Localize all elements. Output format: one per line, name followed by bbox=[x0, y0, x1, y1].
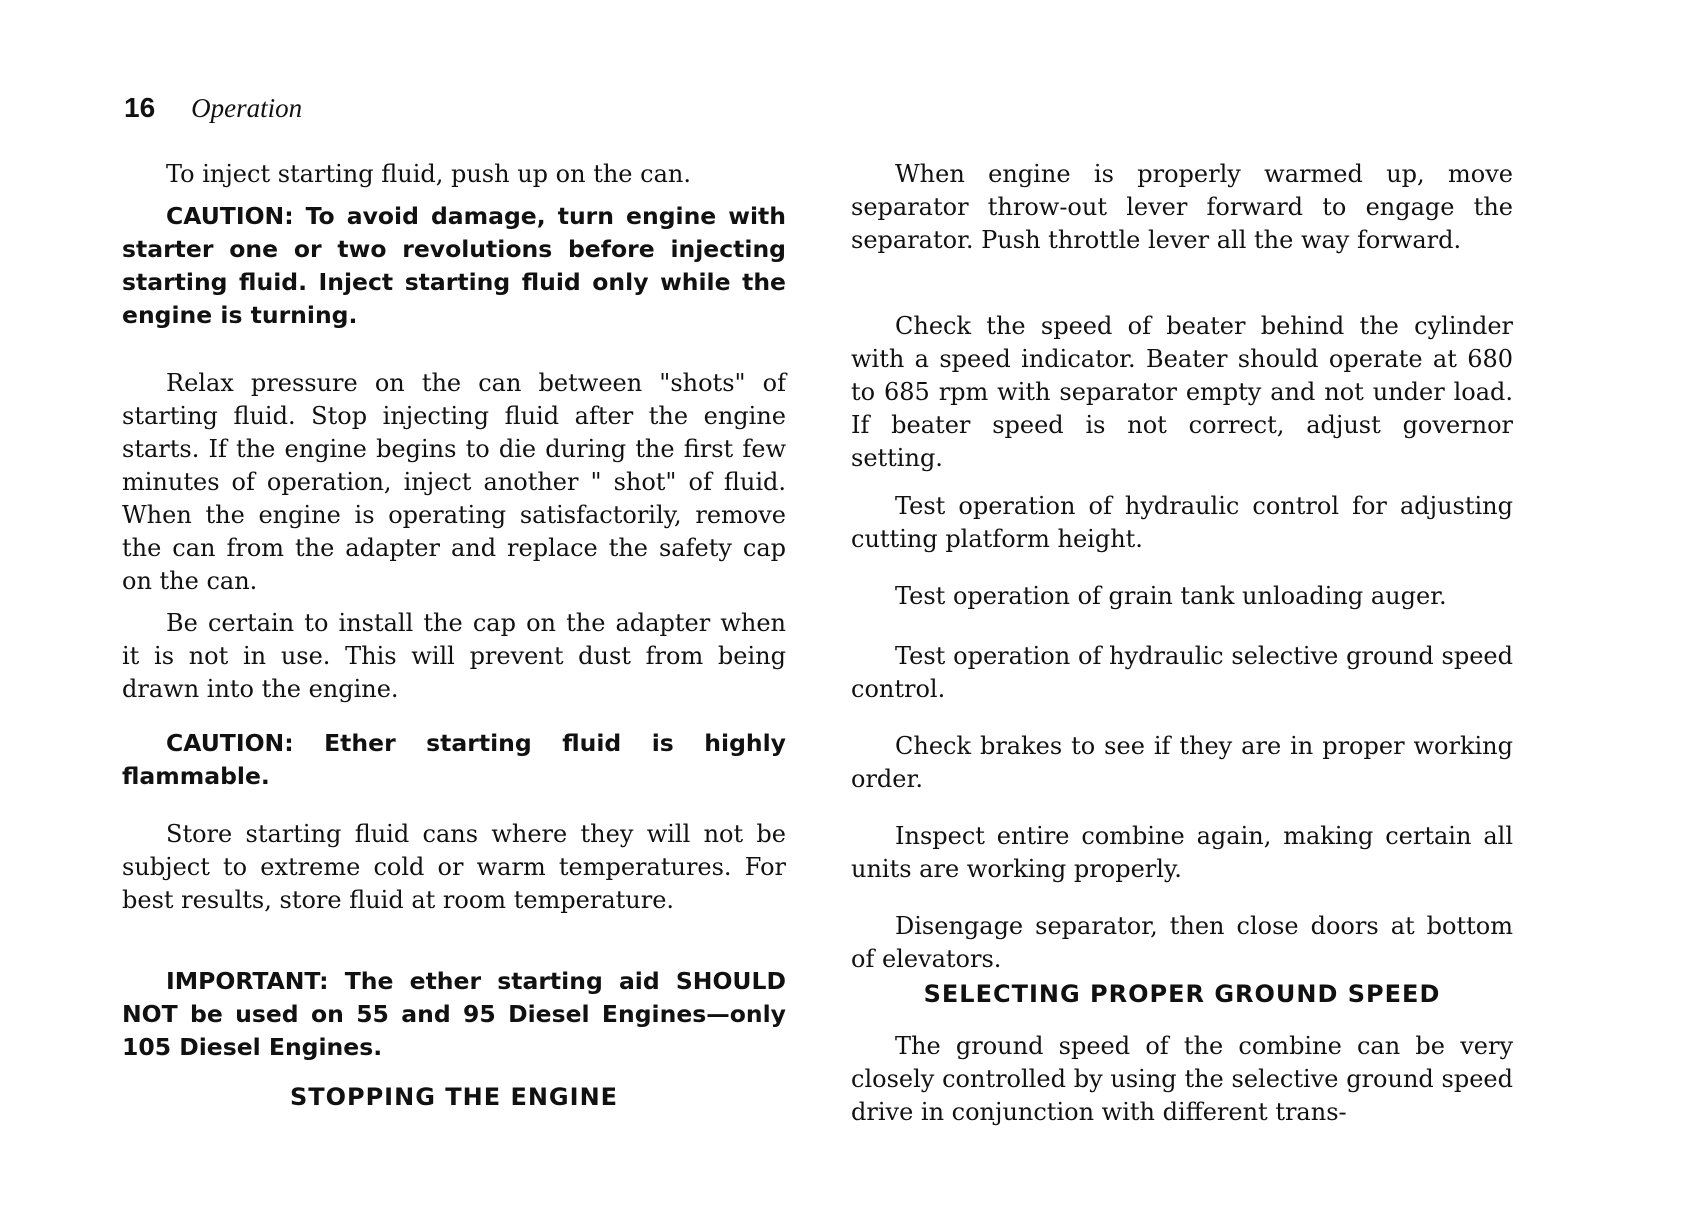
paragraph-relax-pressure: Relax pressure on the can between "shots" of starting fluid. Stop injecting fluid after the engine starts. If the engine begins to die during the first few minutes of operation, inject another " shot" of fluid. When the engine is operating satisfactorily, remove the can from the adapter and replace the safety cap on the can. bbox=[122, 369, 786, 595]
important-notice: IMPORTANT: The ether starting aid SHOULD NOT be used on 55 and 95 Diesel Engines—only 105 Diesel Engines. bbox=[122, 967, 786, 1061]
heading-stopping-engine: STOPPING THE ENGINE bbox=[289, 1083, 619, 1111]
page-number: 16 bbox=[124, 92, 156, 123]
paragraph-check-brakes: Check brakes to see if they are in proper working order. bbox=[851, 732, 1513, 793]
paragraph-disengage-separator: Disengage separator, then close doors at bottom of elevators. bbox=[851, 912, 1513, 973]
caution-flammable: CAUTION: Ether starting fluid is highly flammable. bbox=[122, 729, 786, 790]
paragraph-ground-speed: The ground speed of the combine can be very closely controlled by using the selective ground speed drive in conjunction with different trans- bbox=[851, 1032, 1513, 1126]
paragraph-warm-up: When engine is properly warmed up, move separator throw-out lever forward to engage the separator. Push throttle lever all the way forward. bbox=[851, 160, 1513, 254]
page-header bbox=[124, 92, 302, 124]
heading-selecting-ground-speed: SELECTING PROPER GROUND SPEED bbox=[923, 980, 1441, 1008]
paragraph-inject-fluid: To inject starting fluid, push up on the can. bbox=[166, 160, 691, 188]
paragraph-inspect-combine: Inspect entire combine again, making certain all units are working properly. bbox=[851, 822, 1513, 883]
paragraph-install-cap: Be certain to install the cap on the adapter when it is not in use. This will prevent dust from being drawn into the engine. bbox=[122, 609, 786, 703]
paragraph-hydraulic-control: Test operation of hydraulic control for adjusting cutting platform height. bbox=[851, 492, 1513, 553]
caution-avoid-damage: CAUTION: To avoid damage, turn engine with starter one or two revolutions before injecting starting fluid. Inject starting fluid only while the engine is turning. bbox=[122, 202, 786, 329]
paragraph-beater-speed: Check the speed of beater behind the cylinder with a speed indicator. Beater should operate at 680 to 685 rpm with separator empty and not under load. If beater speed is not correct, adjust governor setting. bbox=[851, 312, 1513, 472]
paragraph-unloading-auger: Test operation of grain tank unloading auger. bbox=[895, 582, 1447, 610]
paragraph-ground-speed-control: Test operation of hydraulic selective ground speed control. bbox=[851, 642, 1513, 703]
section-name: Operation bbox=[191, 93, 303, 123]
paragraph-store-cans: Store starting fluid cans where they will not be subject to extreme cold or warm temperatures. For best results, store fluid at room temperature. bbox=[122, 820, 786, 914]
